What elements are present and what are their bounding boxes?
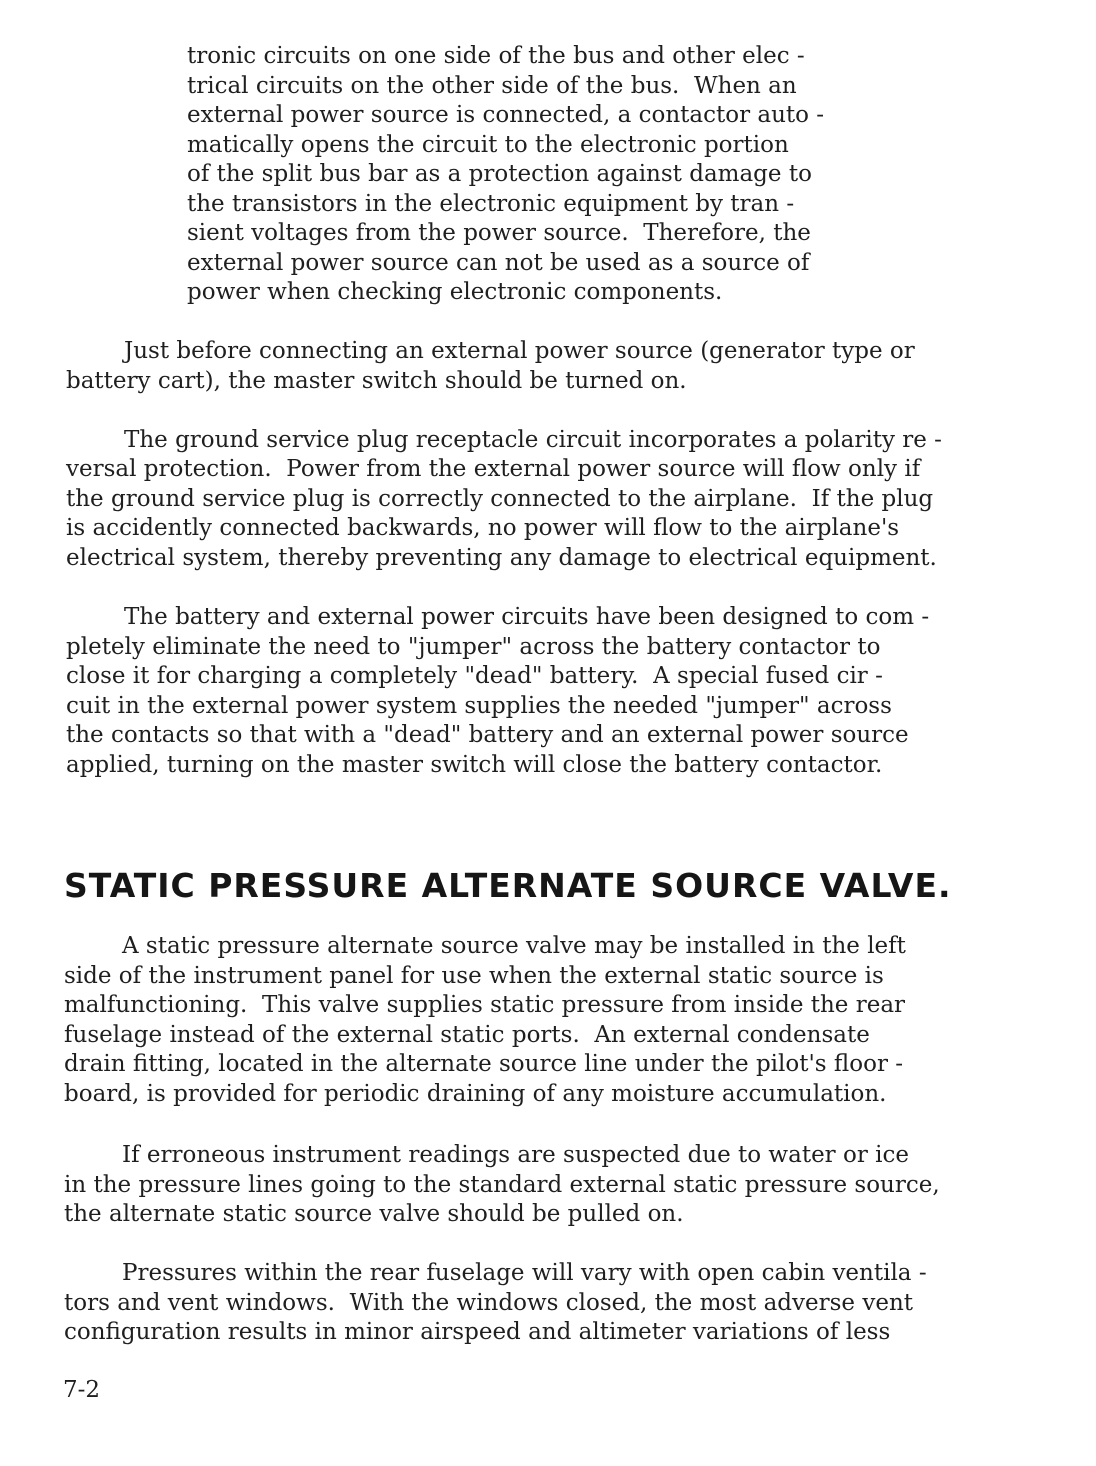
text-line: configuration results in minor airspeed and altimeter variations of less <box>64 1319 891 1345</box>
text-line: external power source can not be used as a source of <box>187 250 810 276</box>
text-line: in the pressure lines going to the standard external static pressure source, <box>64 1172 940 1198</box>
text-line: cuit in the external power system supplies the needed "jumper" across <box>66 693 892 719</box>
text-line: The battery and external power circuits have been designed to com - <box>124 604 930 630</box>
text-line: the ground service plug is correctly connected to the airplane. If the plug <box>66 486 934 512</box>
text-line: external power source is connected, a contactor auto - <box>187 102 825 128</box>
text-line: tors and vent windows. With the windows closed, the most adverse vent <box>64 1290 914 1316</box>
text-line: is accidently connected backwards, no power will flow to the airplane's <box>66 515 900 541</box>
text-line: Just before connecting an external power source (generator type or <box>124 338 915 364</box>
text-line: malfunctioning. This valve supplies static pressure from inside the rear <box>64 992 906 1018</box>
text-line: fuselage instead of the external static ports. An external condensate <box>64 1022 870 1048</box>
section-heading: STATIC PRESSURE ALTERNATE SOURCE VALVE. <box>64 866 952 905</box>
text-line: the alternate static source valve should be pulled on. <box>64 1201 684 1227</box>
text-line: trical circuits on the other side of the bus. When an <box>187 73 797 99</box>
text-line: board, is provided for periodic draining of any moisture accumulation. <box>64 1081 887 1107</box>
text-line: drain fitting, located in the alternate source line under the pilot's floor - <box>64 1051 904 1077</box>
text-line: If erroneous instrument readings are suspected due to water or ice <box>122 1142 909 1168</box>
text-line: versal protection. Power from the external power source will flow only if <box>66 456 921 482</box>
text-line: The ground service plug receptacle circuit incorporates a polarity re - <box>124 427 942 453</box>
text-line: tronic circuits on one side of the bus and other elec - <box>187 43 805 69</box>
text-line: electrical system, thereby preventing any damage to electrical equipment. <box>66 545 937 571</box>
text-line: sient voltages from the power source. Therefore, the <box>187 220 811 246</box>
text-line: of the split bus bar as a protection against damage to <box>187 161 812 187</box>
text-line: the contacts so that with a "dead" battery and an external power source <box>66 722 909 748</box>
text-line: matically opens the circuit to the electronic portion <box>187 132 789 158</box>
text-line: close it for charging a completely "dead" battery. A special fused cir - <box>66 663 883 689</box>
text-line: power when checking electronic components. <box>187 279 723 305</box>
text-line: battery cart), the master switch should be turned on. <box>66 368 687 394</box>
text-line: Pressures within the rear fuselage will vary with open cabin ventila - <box>122 1260 927 1286</box>
text-line: pletely eliminate the need to "jumper" across the battery contactor to <box>66 634 881 660</box>
text-line: the transistors in the electronic equipment by tran - <box>187 191 795 217</box>
page-number: 7-2 <box>63 1377 101 1403</box>
text-line: A static pressure alternate source valve may be installed in the left <box>122 933 906 959</box>
text-line: applied, turning on the master switch will close the battery contactor. <box>66 752 883 778</box>
text-line: side of the instrument panel for use when the external static source is <box>64 963 884 989</box>
